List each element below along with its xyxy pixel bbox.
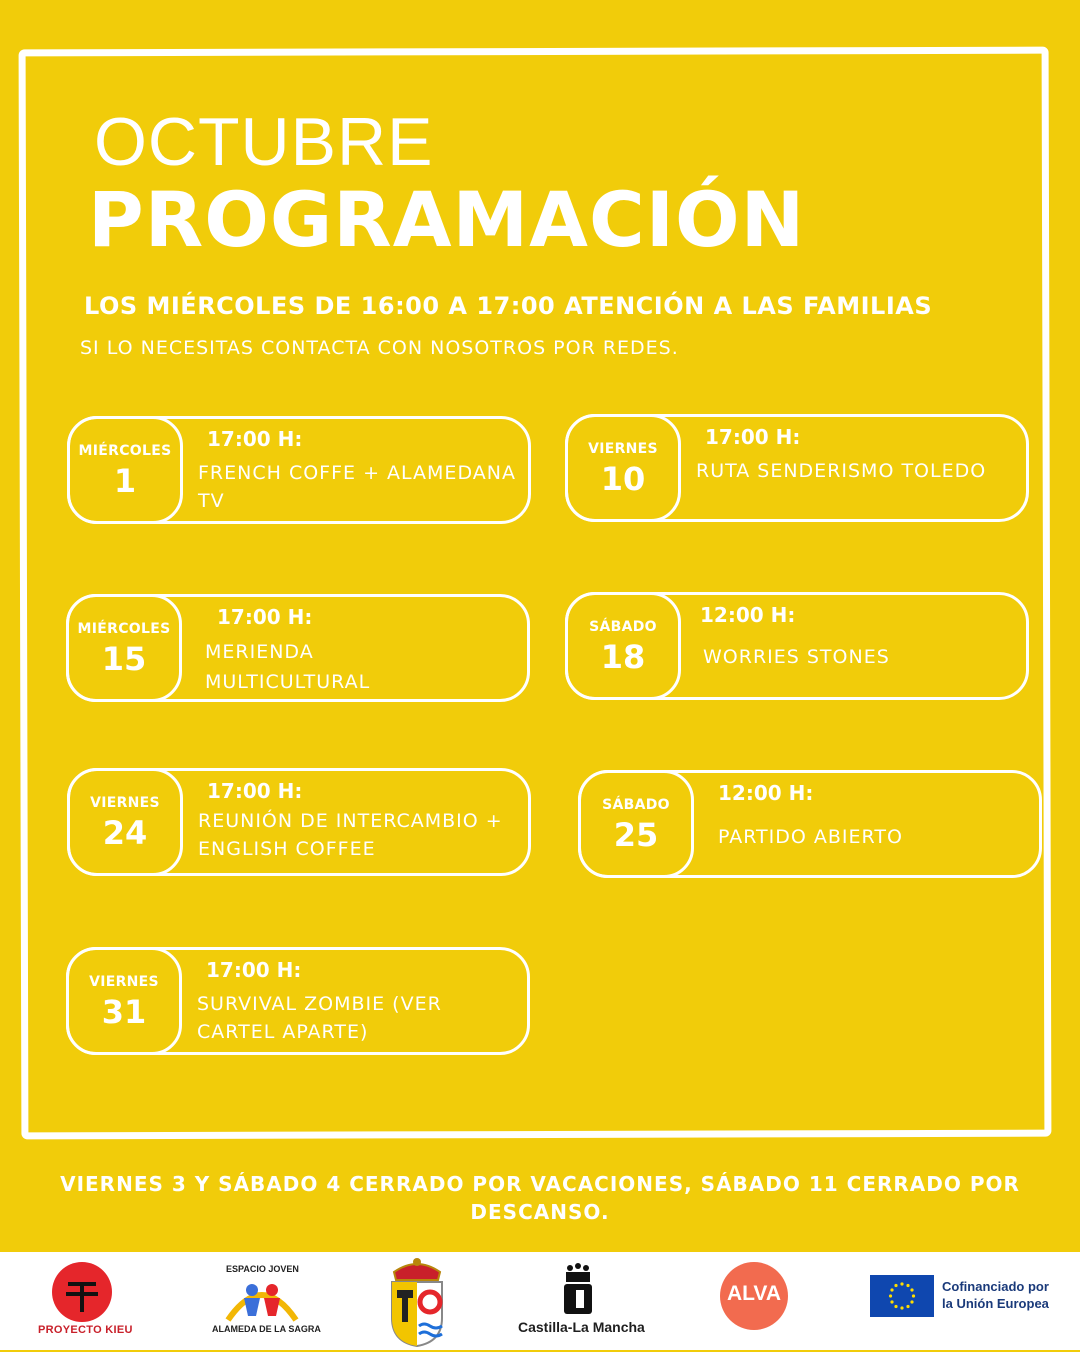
castilla-la-mancha-logo-icon — [558, 1262, 598, 1322]
day-number: 31 — [101, 993, 147, 1031]
closure-note: VIERNES 3 Y SÁBADO 4 CERRADO POR VACACIONES, SÁBADO 11 CERRADO POR DESCANSO. — [60, 1172, 1020, 1224]
weekday-label: VIERNES — [90, 795, 160, 811]
day-number: 24 — [102, 814, 148, 852]
event-time: 17:00 H: — [207, 427, 303, 451]
event-time: 12:00 H: — [718, 781, 814, 805]
day-number: 25 — [613, 816, 659, 854]
day-badge — [66, 947, 182, 1055]
day-badge — [66, 594, 182, 702]
event-activity: FRENCH COFFE + ALAMEDANA TV — [198, 462, 516, 512]
event-card — [565, 414, 1029, 522]
event-time: 17:00 H: — [207, 779, 303, 803]
eu-cofinanced-text — [942, 1278, 1049, 1312]
weekday-label: VIERNES — [588, 441, 658, 457]
event-card — [578, 770, 1042, 878]
event-time: 17:00 H: — [217, 605, 313, 629]
event-activity: PARTIDO ABIERTO — [718, 826, 903, 848]
weekday-label: SÁBADO — [602, 797, 670, 813]
day-number: 15 — [101, 640, 147, 678]
weekday-label: MIÉRCOLES — [77, 621, 171, 637]
month-heading: OCTUBRE — [94, 104, 434, 180]
espacio-joven-label: ESPACIO JOVEN — [226, 1264, 299, 1274]
event-activity: WORRIES STONES — [703, 646, 890, 668]
alameda-label: ALAMEDA DE LA SAGRA — [212, 1324, 321, 1334]
proyecto-kieu-logo-icon — [52, 1262, 112, 1322]
day-number: 18 — [600, 638, 646, 676]
day-badge — [67, 768, 183, 876]
day-badge — [565, 592, 681, 700]
event-card — [67, 416, 531, 524]
day-badge — [67, 416, 183, 524]
proyecto-kieu-label: PROYECTO KIEU — [38, 1324, 133, 1336]
castilla-la-mancha-label: Castilla-La Mancha — [518, 1319, 645, 1335]
eu-text-line2: la Unión Europea — [942, 1296, 1049, 1311]
event-card — [565, 592, 1029, 700]
weekday-label: SÁBADO — [589, 619, 657, 635]
municipal-shield-icon — [386, 1254, 448, 1352]
event-card — [66, 594, 530, 702]
event-card — [66, 947, 530, 1055]
day-number: 1 — [113, 462, 137, 500]
day-badge — [565, 414, 681, 522]
event-activity: SURVIVAL ZOMBIE (VER CARTEL APARTE) — [197, 993, 442, 1043]
event-activity: REUNIÓN DE INTERCAMBIO + ENGLISH COFFEE — [198, 810, 503, 860]
event-time: 17:00 H: — [206, 958, 302, 982]
event-time: 12:00 H: — [700, 603, 796, 627]
contact-text: SI LO NECESITAS CONTACTA CON NOSOTROS POR REDES. — [80, 337, 679, 359]
event-activity: RUTA SENDERISMO TOLEDO — [696, 460, 987, 482]
eu-text-line1: Cofinanciado por — [942, 1279, 1049, 1294]
page-title: PROGRAMACIÓN — [88, 175, 806, 264]
family-hours-text: LOS MIÉRCOLES DE 16:00 A 17:00 ATENCIÓN A LAS FAMILIAS — [84, 292, 933, 320]
eu-flag-icon — [870, 1275, 934, 1317]
day-badge — [578, 770, 694, 878]
alva-label: ALVA — [726, 1282, 782, 1305]
weekday-label: VIERNES — [89, 974, 159, 990]
alva-logo-icon — [720, 1262, 788, 1330]
day-number: 10 — [600, 460, 646, 498]
event-activity: MERIENDA MULTICULTURAL — [205, 641, 371, 693]
weekday-label: MIÉRCOLES — [78, 443, 172, 459]
espacio-joven-logo-icon — [222, 1276, 302, 1326]
event-time: 17:00 H: — [705, 425, 801, 449]
event-card — [67, 768, 531, 876]
